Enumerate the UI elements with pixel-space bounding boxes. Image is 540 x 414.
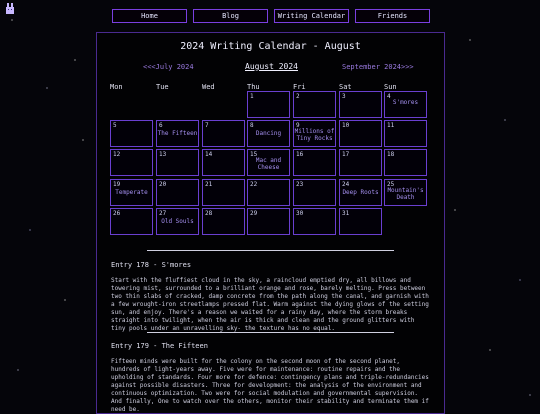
calendar-day-cell	[384, 120, 427, 147]
weekday-header: Sun	[384, 83, 397, 91]
divider	[147, 332, 394, 333]
weekday-header: Wed	[202, 83, 215, 91]
calendar-day-cell	[110, 208, 153, 235]
nav-home-button[interactable]: Home	[112, 9, 187, 23]
day-number: 17	[342, 151, 350, 158]
calendar-day-cell	[156, 149, 199, 176]
calendar-day-cell	[339, 91, 382, 118]
entry-text: Fifteen minds were built for the colony on the second moon of the second planet, hundreds of light-years away. Five were for maintenance: routine repairs and the upholding of standards. Four more for defence: contingency plans and triple-redundancies against possible disasters. Three for development: the analysis of the environment and continuous optimization. Two were for social modulation and governmental supervision. And finally, One to watch over the others, monitor their stability and terminate them if need be.	[111, 358, 429, 413]
calendar-day-cell	[156, 179, 199, 206]
day-number: 19	[113, 181, 121, 188]
calendar-event-link[interactable]: Dancing	[255, 130, 282, 137]
day-number: 8	[250, 122, 254, 129]
calendar-day-cell	[247, 91, 290, 118]
calendar-event-link[interactable]: Mac and Cheese	[255, 157, 282, 171]
calendar-event-link[interactable]: Millions of Tiny Rocks	[294, 128, 335, 142]
current-month-link[interactable]: August 2024	[245, 62, 298, 71]
day-number: 2	[296, 93, 300, 100]
entry-title: Entry 179 - The Fifteen	[111, 342, 208, 350]
calendar-day-cell[interactable]	[110, 179, 153, 206]
day-number: 14	[205, 151, 213, 158]
calendar-day-cell[interactable]	[156, 120, 199, 147]
entry-title: Entry 178 - S'mores	[111, 261, 192, 269]
entry-text: Start with the fluffiest cloud in the sky, a raincloud emptied dry, all billows and towering mist, surrounded to a brilliant orange and rose, barely melting. Press between two thin slabs of cracked, damp concrete from the path along the canal, and garnish with a few wrought-iron streetlamps pressed flat. Warm against the dying glows of the setting sun, and enjoy. There's a reason we waited for a rainy day, where the storm breaks straight into twilight, when the air is thick and clean and the ground glitters with tiny pools under an unravelling sky- the texture has no equal.	[111, 277, 429, 332]
calendar-day-cell	[339, 149, 382, 176]
page-title: 2024 Writing Calendar - August	[180, 41, 361, 52]
nav-friends-button[interactable]: Friends	[355, 9, 430, 23]
divider	[147, 250, 394, 251]
day-number: 21	[205, 181, 213, 188]
calendar-day-cell[interactable]	[293, 120, 336, 147]
calendar-day-cell	[339, 120, 382, 147]
calendar-event-link[interactable]: Mountain's Death	[387, 187, 424, 201]
nav-blog-button[interactable]: Blog	[193, 9, 268, 23]
weekday-header: Tue	[156, 83, 169, 91]
calendar-event-link[interactable]: Old Souls	[161, 218, 194, 225]
calendar-day-cell[interactable]	[339, 179, 382, 206]
day-number: 24	[342, 181, 350, 188]
calendar-day-cell[interactable]	[384, 91, 427, 118]
calendar-panel	[96, 32, 445, 414]
day-number: 29	[250, 210, 258, 217]
day-number: 16	[296, 151, 304, 158]
weekday-header: Sat	[339, 83, 352, 91]
weekday-header: Mon	[110, 83, 123, 91]
day-number: 4	[387, 93, 391, 100]
day-number: 12	[113, 151, 121, 158]
nav-writing-calendar-button[interactable]: Writing Calendar	[274, 9, 349, 23]
day-number: 28	[205, 210, 213, 217]
calendar-day-cell[interactable]	[247, 120, 290, 147]
day-number: 30	[296, 210, 304, 217]
calendar-day-cell	[202, 149, 245, 176]
calendar-day-cell	[247, 179, 290, 206]
day-number: 1	[250, 93, 254, 100]
calendar-event-link[interactable]: Temperate	[115, 189, 148, 196]
calendar-day-cell[interactable]	[247, 149, 290, 176]
day-number: 10	[342, 122, 350, 129]
day-number: 31	[342, 210, 350, 217]
calendar-day-cell[interactable]	[156, 208, 199, 235]
bunny-logo-icon	[4, 3, 16, 15]
day-number: 25	[387, 181, 395, 188]
day-number: 5	[113, 122, 117, 129]
calendar-day-cell	[247, 208, 290, 235]
day-number: 7	[205, 122, 209, 129]
day-number: 11	[387, 122, 395, 129]
calendar-event-link[interactable]: S'mores	[392, 99, 419, 106]
calendar-day-cell[interactable]	[384, 179, 427, 206]
calendar-day-cell	[293, 149, 336, 176]
weekday-header: Thu	[247, 83, 260, 91]
calendar-day-cell	[339, 208, 382, 235]
day-number: 20	[159, 181, 167, 188]
day-number: 13	[159, 151, 167, 158]
day-number: 23	[296, 181, 304, 188]
weekday-header: Fri	[293, 83, 306, 91]
day-number: 15	[250, 151, 258, 158]
calendar-day-cell	[293, 208, 336, 235]
calendar-event-link[interactable]: The Fifteen	[157, 130, 198, 137]
day-number: 6	[159, 122, 163, 129]
prev-month-link[interactable]: <<<July 2024	[143, 63, 194, 71]
calendar-event-link[interactable]: Deep Roots	[342, 189, 379, 196]
calendar-day-cell	[293, 91, 336, 118]
day-number: 26	[113, 210, 121, 217]
calendar-day-cell	[202, 179, 245, 206]
calendar-day-cell	[110, 149, 153, 176]
day-number: 18	[387, 151, 395, 158]
day-number: 3	[342, 93, 346, 100]
day-number: 9	[296, 122, 300, 129]
next-month-link[interactable]: September 2024>>>	[342, 63, 414, 71]
calendar-day-cell	[202, 120, 245, 147]
calendar-day-cell	[384, 149, 427, 176]
day-number: 22	[250, 181, 258, 188]
calendar-day-cell	[202, 208, 245, 235]
calendar-day-cell	[110, 120, 153, 147]
day-number: 27	[159, 210, 167, 217]
calendar-day-cell	[293, 179, 336, 206]
